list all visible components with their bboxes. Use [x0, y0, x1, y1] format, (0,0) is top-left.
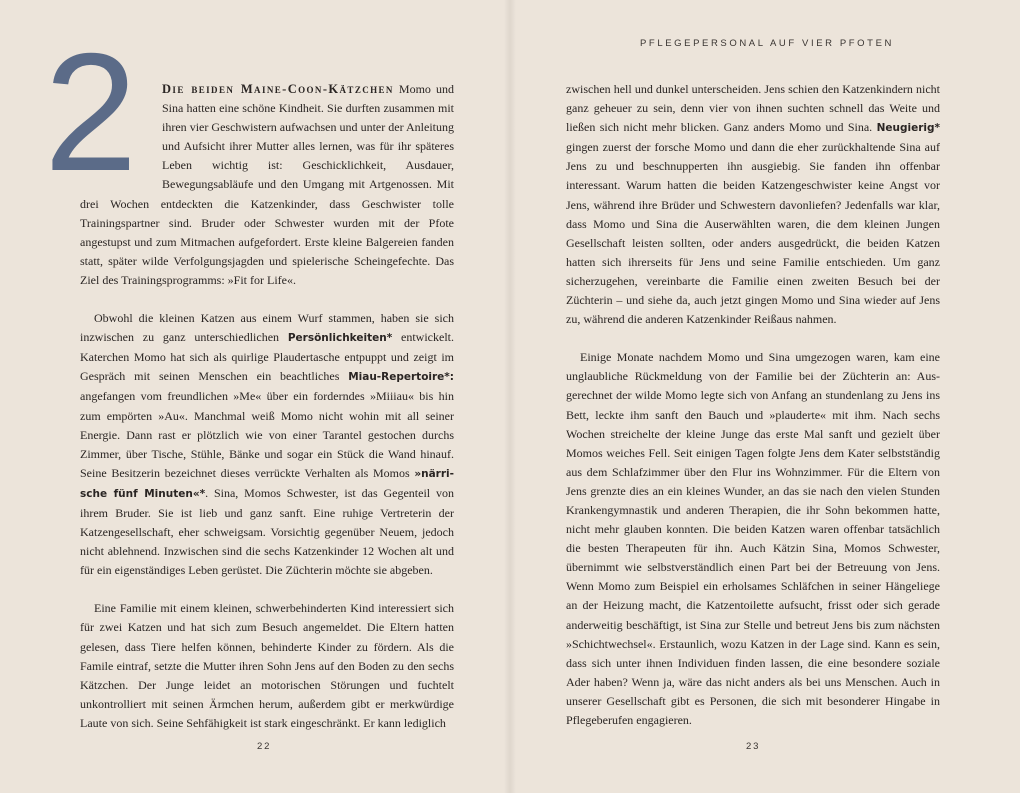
glossary-term: Miau-Repertoire*:: [348, 371, 454, 384]
page-number: 23: [746, 741, 761, 752]
page-number: 22: [257, 741, 272, 752]
paragraph: [80, 309, 454, 580]
text-run: . Sina, Momos Schwester, ist das Gegenteil von ihrem Bruder. Sie ist lieb und ganz sanft. Eine ruhige Vertreterin der Katzengesellschaft, eher schweigsam. Vorsichtig gegenüber Neuem, jedoch nicht ablehnend. Inzwischen sind die sechs Katzenkinder 12 Wochen alt und für ein eigenständiges Leben gerüstet. Die Züchterin möchte sie abgeben.: [80, 485, 454, 578]
running-head: PFLEGEPERSONAL AUF VIER PFOTEN: [640, 38, 894, 49]
lead-in: Die beiden Maine-Coon-Kätzchen: [162, 82, 394, 96]
paragraph: Eine Familie mit einem kleinen, schwerbehinderten Kind interessiert sich für zwei Katzen und hat sich zum Besuch angemeldet. Die Eltern hatten gelesen, dass Tiere helfen können, behinderte Kinder zu fördern. Als die Famile eintraf, setzte die Mutter ihren Sohn Jens auf den Boden zu den sechs Kätzchen. Der Junge leidet an motorischen Störungen und fuchtelt unkontrolliert mit seinen Ärmchen herum, außerdem gibt er merkwürdige Laute von sich. Seine Sehfähigkeit ist stark eingeschränkt. Er kann lediglich: [80, 601, 454, 730]
text-run: Momo und Sina hatten eine schöne Kindheit. Sie durften zusammen mit ihren vier Geschwistern aufwachsen und unter der Anleitung und Aufsicht ihrer Mutter alles lernen, was für ihr späteres Leben wichtig ist: Geschicklichkeit, Ausdauer, Bewegungsabläufe und den Umgang mit Artgenossen. Mit drei Wochen entdeckten die Katzenkinder, dass Geschwister tolle Trainingspartner sind. Bruder oder Schwester wurden mit der Pfote angestupst und zum Mitmachen aufgefordert. Erste kleine Balgereien fanden statt, später wilde Verfolgungsjagden und spielerische Scheingefechte. Das Ziel des Trainingsprogramms: »Fit for Life«.: [80, 82, 454, 287]
text-run: angefangen vom freundlichen »Me« über ein forderndes »Miiiau« bis hin zum empörten »Au«. Manchmal weiß Momo nicht wohin mit all seiner Energie. Dann rast er plötzlich wie von einer Tarantel gestochen durchs Zimmer, über Tische, Stühle, Bänke und sogar ein Stück die Wand hinauf. Seine Besitzerin bezeichnet dieses verrückte Verhalten als Momos: [80, 389, 454, 480]
paragraph: [566, 80, 940, 329]
right-page-text: [566, 80, 940, 730]
paragraph: Einige Monate nachdem Momo und Sina umgezogen waren, kam eine unglaubliche Rückmeldung von der Familie bei der Züchterin an: Ausgerechnet der wilde Momo legte sich von Anfang an stundenlang zu Jens ins Bett, leckte ihm sanft den Bauch und »plauderte« mit ihm. Nach sechs Wochen streichelte der kleine Junge das erste Mal sanft und gezielt über Momos weiches Fell. Seit einigen Tagen folgte Jens dem Kater selbstständig aus dem Schlafzimmer über den Flur ins Wohnzimmer. Für die Eltern von Jens grenzte dies an ein kleines Wunder, an das sie nach den vielen Stunden Krankengymnastik und anderen Therapien, die ihr Sohn bekommen hatte, nicht mehr glauben konnten. Die beiden Katzen waren offenbar tatsächlich die besten Therapeuten für ihn. Auch Kätzin Sina, Momos Schwester, übernimmt wie selbstverständlich einen Part bei der Betreuung von Jens. Wenn Momo zum Beispiel ein erholsames Schläfchen in seiner Hängeliege an der Heizung macht, die Katzentoilette aufsucht, frisst oder sich gerade anderweitig beschäftigt, ist Sina zur Stelle und betreut Jens bis zum nächsten »Schichtwechsel«. Erstaunlich, wozu Katzen in der Lage sind. Kann es sein, dass sich unter ihnen Individuen finden lassen, die eine besondere soziale Ader haben? Wenn ja, wäre das nicht anders als bei uns Menschen. Auch in unserer Gesellschaft gibt es Personen, die sich mit besonderer Hingabe in Pflegeberufen engagieren.: [566, 350, 940, 727]
text-run: gingen zuerst der forsche Momo und dann die eher zurückhaltende Sina auf Jens zu und beschnupperten ihn ausgiebig. Sie fanden ihn offenbar interessant. Warum hatten die beiden Katzengeschwister keine Angst vor Jens, während ihre Brüder und Schwestern davonliefen? Jedenfalls war klar, dass Momo und Sina die Auserwählten waren, die dem kleinen Jungen Gesellschaft leisten sollten, oder anders ausgedrückt, die beiden Katzen hatten sich ihrerseits für Jens und seine Familie entschieden. Um ganz sicherzugehen, vereinbarte die Familie einen zweiten Besuch bei der Züchterin – und siehe da, auch jetzt gingen Momo und Sina wieder auf Jens zu, während die anderen Katzenkinder Reißaus nahmen.: [566, 140, 940, 327]
text-run: Obwohl die kleinen Katzen aus einem Wurf stammen, haben sie sich inzwischen zu ganz unterschiedlichen: [80, 311, 454, 345]
chapter-number: 2: [44, 18, 138, 206]
glossary-term: Neugierig*: [876, 122, 940, 135]
text-run: entwickelt. Katerchen Momo hat sich als quirlige Plaudertasche entpuppt und zeigt im Gespräch mit seinen Menschen ein beachtliches: [80, 330, 454, 384]
glossary-term: »närrische fünf Minuten«*: [80, 467, 454, 500]
left-page-text: [80, 80, 454, 733]
text-run: zwischen hell und dunkel unterscheiden. Jens schien den Katzenkindern nicht ganz geheuer zu sein, denn vier von ihnen suchten schnell das Weite und ließen sich nicht mehr blicken. Ganz anders Momo und Sina.: [566, 82, 940, 135]
right-page: [510, 0, 1020, 793]
drop-number-space: [80, 80, 162, 194]
paragraph: [80, 80, 454, 290]
glossary-term: Persönlichkeiten*: [287, 332, 393, 345]
